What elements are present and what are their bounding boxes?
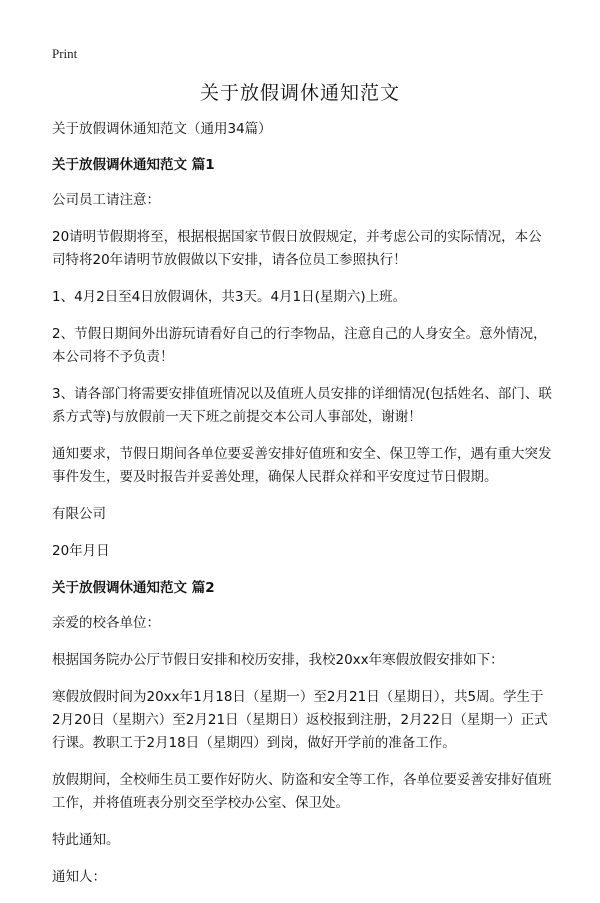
document-subtitle: 关于放假调休通知范文（通用34篇） [52,121,272,137]
duty-paragraph: 放假期间，全校师生员工要作好防火、防盗和安全等工作，各单位要妥善安排好值班工作，并将值班表分别交至学校办公室、保卫处。 [52,772,552,811]
list-item-1: 1、4月2日至4日放假调休，共3天。4月1日(星期六)上班。 [52,289,407,305]
intro-paragraph-2: 根据国务院办公厅节假日安排和校历安排，我校20xx年寒假放假安排如下： [52,652,504,668]
section-heading-2: 关于放假调休通知范文 篇2 [52,580,215,596]
closing-line: 特此通知。 [52,832,120,848]
greeting-paragraph-2: 亲爱的校各单位： [52,615,160,631]
company-signature: 有限公司 [52,506,106,522]
print-label: Print [52,46,78,61]
list-item-2: 2、节假日期间外出游玩请看好自己的行李物品，注意自己的人身安全。意外情况，本公司将不予负责！ [52,326,547,365]
greeting-paragraph: 公司员工请注意： [52,192,160,208]
page-title: 关于放假调休通知范文 [199,82,400,104]
list-item-3: 3、请各部门将需要安排值班情况以及值班人员安排的详细情况(包括姓名、部门、联系方式等)与放假前一天下班之前提交本公司人事部处，谢谢！ [52,386,552,425]
notifier-line: 通知人： [52,869,106,885]
date-line: 20年月日 [52,543,110,559]
section-heading-1: 关于放假调休通知范文 篇1 [52,157,215,173]
document-body [52,118,552,903]
intro-paragraph: 20请明节假期将至，根据根据国家节假日放假规定，并考虑公司的实际情况，本公司特将20年请明节放假做以下安排，请各位员工参照执行！ [52,229,542,268]
notice-paragraph: 通知要求，节假日期间各单位要妥善安排好值班和安全、保卫等工作，遇有重大突发事件发生，要及时报告并妥善处理，确保人民群众祥和平安度过节日假期。 [52,446,552,485]
schedule-paragraph: 寒假放假时间为20xx年1月18日（星期一）至2月21日（星期日），共5周。学生于2月20日（星期六）至2月21日（星期日）返校报到注册，2月22日（星期一）正式行课。教职工于2月18日（星期四）到岗，做好开学前的准备工作。 [52,689,548,751]
